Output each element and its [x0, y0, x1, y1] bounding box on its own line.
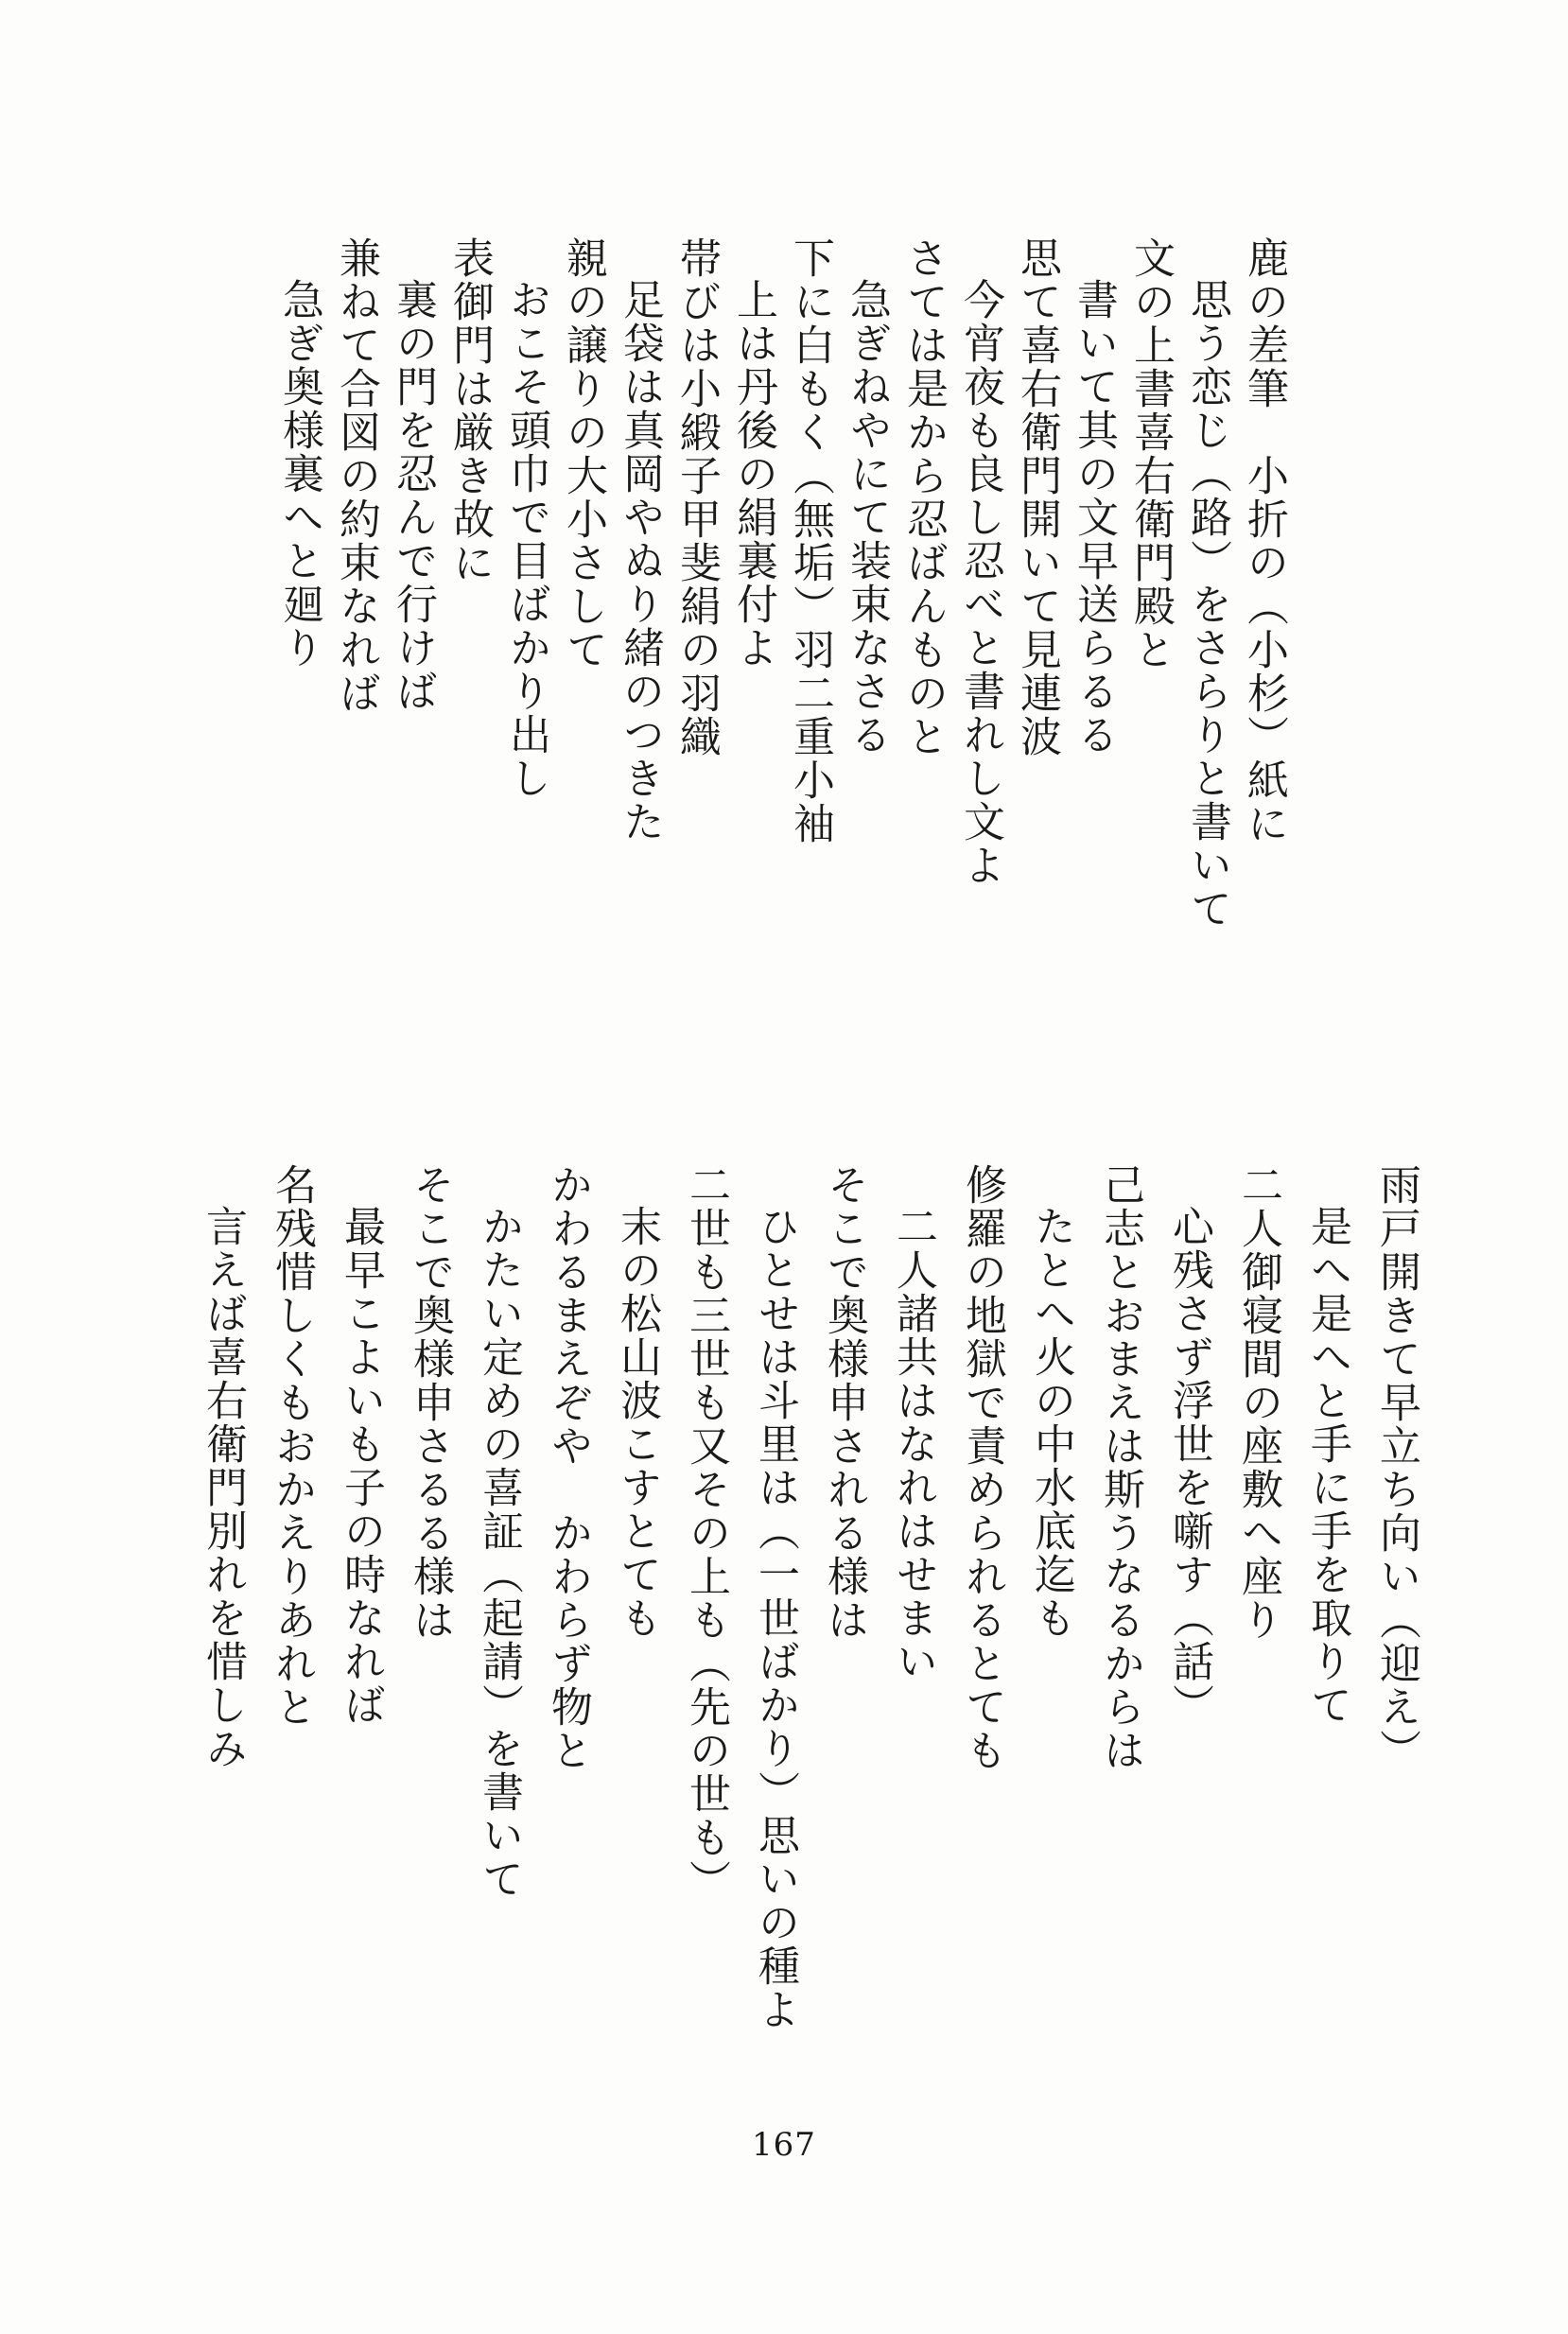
verse-line: 二世も三世も又その上も（先の世も） [682, 1163, 730, 1903]
verse-line: 二人諸共はなれはせまい [889, 1205, 937, 1683]
verse-line: 親の譲りの大小さして [559, 236, 607, 671]
verse-line: 心残さず浮世を噺す（話） [1165, 1205, 1213, 1727]
verse-line: 名残惜しくもおかえりあれと [268, 1163, 316, 1729]
verse-line: 末の松山波こすとても [613, 1205, 661, 1640]
verse-line: 思う恋じ（路）をさらりと書いて [1183, 278, 1231, 931]
verse-line: 鹿の差筆 小折の（小杉）紙に [1240, 236, 1288, 845]
verse-line: 帯びは小緞子甲斐絹の羽織 [672, 236, 721, 758]
verse-line: 己志とおまえは斯うなるからは [1096, 1163, 1144, 1772]
verse-line: 文の上書喜右衛門殿と [1126, 236, 1175, 671]
verse-line: 今宵夜も良し忍べと書れし文よ [956, 278, 1004, 887]
verse-line: ひとせは斗里は（一世ばかり）思いの種よ [751, 1205, 799, 2031]
verse-line: 雨戸開きて早立ち向い（迎え） [1372, 1163, 1420, 1772]
verse-line: かたい定めの喜証（起請）を書いて [475, 1205, 523, 1901]
verse-line: 兼ねて合図の約束なれば [332, 236, 380, 715]
verse-line: 急ぎねやにて装束なさる [843, 278, 891, 757]
page-number: 167 [752, 2126, 816, 2164]
verse-block-bottom [168, 1163, 1420, 2031]
verse-line: たとへ火の中水底迄も [1027, 1205, 1075, 1640]
verse-line: 上は丹後の絹裏付よ [729, 278, 777, 670]
verse-line: そこで奥様申される様は [820, 1163, 868, 1642]
verse-block-top [263, 236, 1288, 974]
verse-line: かわるまえぞや かわらず物と [544, 1163, 592, 1772]
verse-line: 是へ是へと手に手を取りて [1303, 1205, 1351, 1727]
verse-line: 最早こよいも子の時なれば [337, 1205, 385, 1727]
verse-line: 裏の門を忍んで行けば [389, 278, 437, 713]
verse-line: そこで奥様申さるる様は [406, 1163, 454, 1642]
verse-line: 修羅の地獄で責められるとても [958, 1163, 1006, 1772]
verse-line: 足袋は真岡やぬり緒のつきた [616, 278, 664, 844]
verse-line: 急ぎ奥様裏へと廻り [275, 278, 323, 670]
verse-line: 二人御寝間の座敷へ座り [1234, 1163, 1282, 1642]
verse-line: 書いて其の文早送らるる [1070, 278, 1118, 757]
verse-line: 思て喜右衛門開いて見連波 [1013, 236, 1061, 758]
verse-line: さては是から忍ばんものと [899, 236, 948, 758]
verse-line: 下に白もく（無垢）羽二重小袖 [786, 236, 834, 845]
verse-line: おこそ頭巾で目ばかり出し [502, 278, 550, 800]
verse-line: 言えば喜右衛門別れを惜しみ [199, 1205, 247, 1770]
verse-line: 表御門は厳き故に [445, 236, 494, 584]
